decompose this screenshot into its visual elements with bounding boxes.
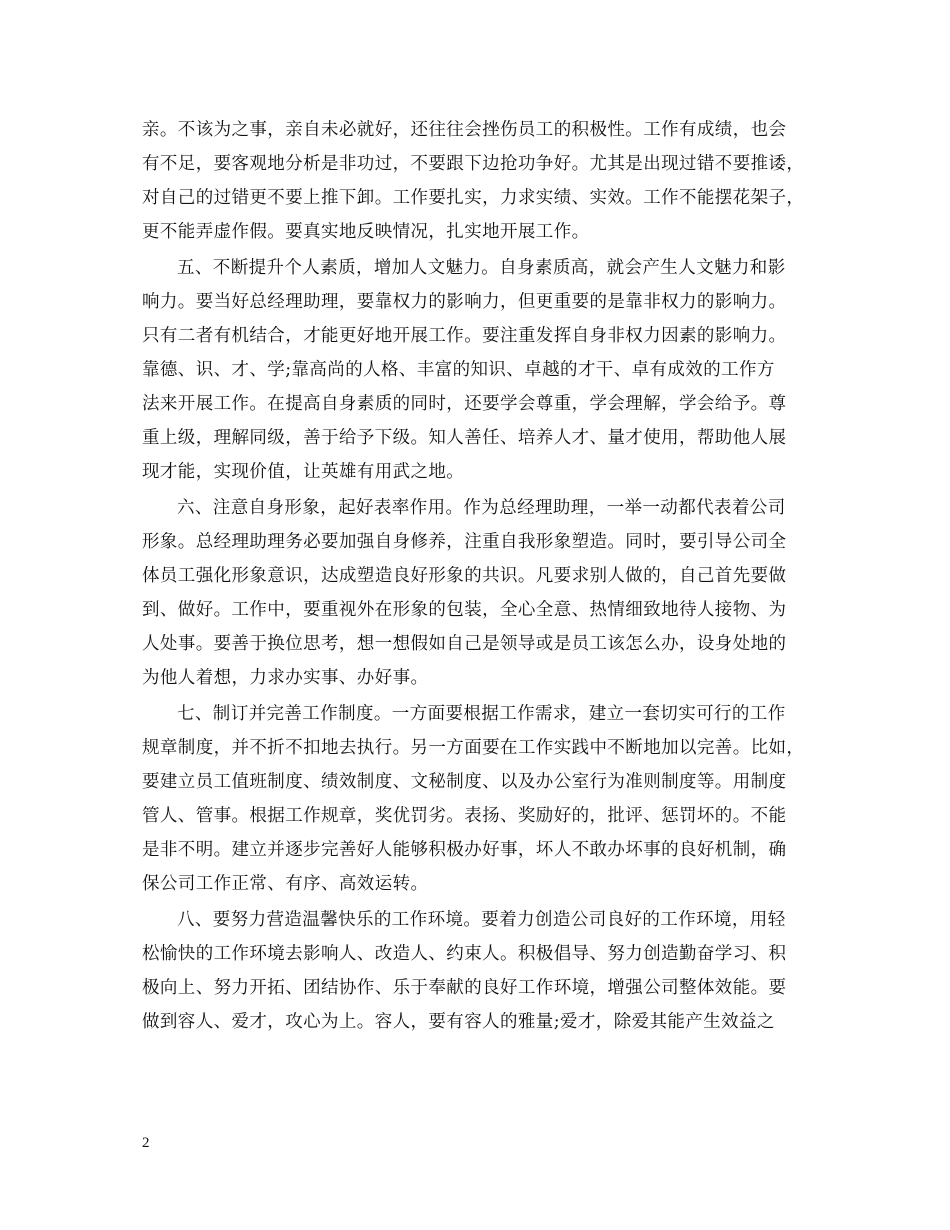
page-number: 2: [142, 1135, 150, 1151]
text-line: 到、做好。工作中，要重视外在形象的包装，全心全意、热情细致地待人接物、为: [142, 600, 787, 620]
text-line: 为他人着想，力求办实事、办好事。: [142, 668, 429, 688]
paragraph-6-first-line: 六、注意自身形象，起好表率作用。作为总经理助理，一举一动都代表着公司: [177, 498, 786, 518]
paragraph-8-first-line: 八、要努力营造温馨快乐的工作环境。要着力创造公司良好的工作环境，用轻: [177, 910, 786, 930]
text-line: 管人、管事。根据工作规章，奖优罚劣。表扬、奖励好的，批评、惩罚坏的。不能: [142, 806, 787, 826]
text-line: 要建立员工值班制度、绩效制度、文秘制度、以及办公室行为准则制度等。用制度: [142, 772, 787, 792]
paragraph-5-first-line: 五、不断提升个人素质，增加人文魅力。自身素质高，就会产生人文魅力和影: [177, 258, 786, 278]
text-line: 规章制度，并不折不扣地去执行。另一方面要在工作实践中不断地加以完善。比如，: [142, 738, 805, 758]
text-line: 重上级，理解同级，善于给予下级。知人善任、培养人才、量才使用，帮助他人展: [142, 428, 787, 448]
text-line: 体员工强化形象意识，达成塑造良好形象的共识。凡要求别人做的，自己首先要做: [142, 566, 787, 586]
text-line: 靠德、识、才、学;靠高尚的人格、丰富的知识、卓越的才干、卓有成效的工作方: [142, 360, 775, 380]
text-line: 人处事。要善于换位思考，想一想假如自己是领导或是员工该怎么办，设身处地的: [142, 634, 787, 654]
text-line: 亲。不该为之事，亲自未必就好，还往往会挫伤员工的积极性。工作有成绩，也会: [142, 120, 787, 140]
text-line: 做到容人、爱才，攻心为上。容人，要有容人的雅量;爱才，除爱其能产生效益之: [142, 1012, 775, 1032]
text-line: 响力。要当好总经理助理，要靠权力的影响力，但更重要的是靠非权力的影响力。: [142, 292, 787, 312]
text-line: 保公司工作正常、有序、高效运转。: [142, 874, 429, 894]
text-line: 法来开展工作。在提高自身素质的同时，还要学会尊重，学会理解，学会给予。尊: [142, 394, 787, 414]
text-line: 有不足，要客观地分析是非功过，不要跟下边抢功争好。尤其是出现过错不要推诿，: [142, 154, 805, 174]
paragraph-7-first-line: 七、制订并完善工作制度。一方面要根据工作需求，建立一套切实可行的工作: [177, 704, 786, 724]
text-line: 现才能，实现价值，让英雄有用武之地。: [142, 462, 465, 482]
text-line: 更不能弄虚作假。要真实地反映情况，扎实地开展工作。: [142, 222, 590, 242]
text-line: 是非不明。建立并逐步完善好人能够积极办好事，坏人不敢办坏事的良好机制，确: [142, 840, 787, 860]
text-line: 对自己的过错更不要上推下卸。工作要扎实，力求实绩、实效。工作不能摆花架子，: [142, 188, 805, 208]
text-line: 极向上、努力开拓、团结协作、乐于奉献的良好工作环境，增强公司整体效能。要: [142, 978, 787, 998]
text-line: 形象。总经理助理务必要加强自身修养，注重自我形象塑造。同时，要引导公司全: [142, 532, 787, 552]
text-line: 松愉快的工作环境去影响人、改造人、约束人。积极倡导、努力创造勤奋学习、积: [142, 944, 787, 964]
text-line: 只有二者有机结合，才能更好地开展工作。要注重发挥自身非权力因素的影响力。: [142, 326, 787, 346]
